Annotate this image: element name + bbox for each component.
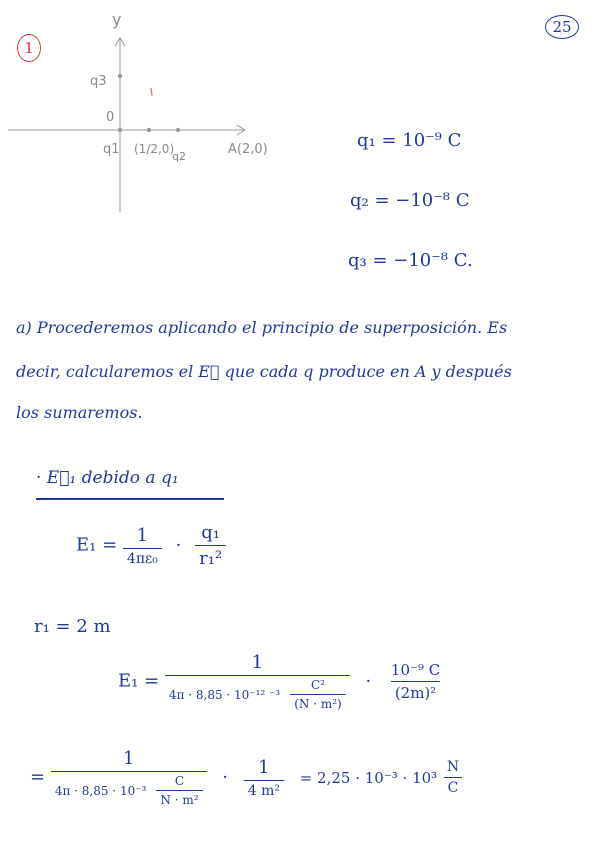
point-a-label: A(2,0) — [228, 142, 268, 157]
intro-line-3: los sumaremos. — [16, 403, 143, 422]
formula-2-den-unit — [290, 678, 346, 711]
formula-2-frac-a — [165, 652, 350, 711]
formula-1 — [76, 522, 226, 569]
formula-3-result: = 2,25 · 10⁻³ · 10³ — [299, 768, 438, 787]
formula-2-num2: 10⁻⁹ C — [390, 661, 441, 679]
formula-3-num: 1 — [122, 748, 135, 769]
charge-q3: q₃ = −10⁻⁸ C. — [348, 250, 473, 271]
formula-2-lhs: E₁ = — [118, 670, 160, 692]
formula-3 — [30, 748, 463, 807]
origin-point — [118, 128, 122, 132]
charge-q2: q₂ = −10⁻⁸ C — [350, 190, 470, 211]
formula-2-frac-b — [387, 661, 444, 702]
q2-label: q2 — [172, 150, 186, 163]
mid-point — [147, 128, 151, 132]
formula-3-unit — [443, 759, 463, 796]
formula-3-frac-a — [51, 748, 207, 807]
formula-3-lhs: = — [30, 766, 46, 788]
q1-label: q1 — [103, 142, 120, 157]
problem-number: 1 — [17, 34, 41, 62]
formula-2-den-group — [165, 675, 350, 711]
formula-3-num2: 1 — [258, 756, 270, 778]
formula-2-dot: · — [365, 670, 372, 692]
tick-mark — [151, 88, 152, 96]
formula-1-frac-a — [123, 525, 162, 567]
formula-2-den-unit-den: (N · m²) — [290, 694, 346, 711]
formula-2-den2: (2m)² — [391, 681, 440, 702]
q3-label: q3 — [90, 74, 107, 89]
q2-point — [176, 128, 180, 132]
formula-1-frac-b — [195, 522, 226, 569]
formula-3-unit-den: C — [444, 777, 463, 796]
formula-1-num: 1 — [136, 524, 149, 546]
mid-label: (1/2,0) — [134, 142, 175, 156]
intro-line-1-text: a) Procederemos aplicando el principio de superposición. Es — [16, 318, 508, 337]
formula-3-frac-b — [244, 757, 284, 799]
charge-q1: q₁ = 10⁻⁹ C — [357, 130, 462, 151]
formula-3-den-unit-num: C — [174, 774, 185, 788]
formula-1-dot: · — [175, 534, 182, 556]
formula-3-den-unit — [156, 774, 202, 807]
origin-label: 0 — [106, 110, 115, 125]
axes-sketch — [0, 0, 300, 220]
section-heading: · E⃗₁ debido a q₁ — [36, 468, 179, 488]
intro-line-2: decir, calcularemos el E⃗ que cada q produce en A y después — [16, 362, 512, 381]
y-axis-label: y — [112, 10, 122, 29]
formula-3-den: 4π · 8,85 · 10⁻³ — [54, 783, 147, 798]
formula-3-dot: · — [222, 766, 228, 788]
page-number: 25 — [545, 15, 579, 39]
formula-3-unit-num: N — [446, 759, 460, 775]
formula-3-den-group — [51, 771, 207, 807]
formula-2-den: 4π · 8,85 · 10⁻¹² ⁻³ — [168, 687, 281, 702]
formula-2 — [118, 652, 444, 711]
formula-1-num2: q₁ — [201, 522, 220, 543]
formula-3-den-unit-den: N · m² — [156, 790, 202, 807]
formula-2-den-unit-num: C² — [310, 678, 325, 692]
formula-3-den2: 4 m² — [244, 780, 284, 799]
formula-1-den2: r₁² — [195, 545, 226, 569]
q3-point — [118, 74, 122, 78]
formula-1-lhs: E₁ = — [76, 534, 118, 556]
formula-1-den: 4πε₀ — [123, 548, 162, 567]
formula-2-num: 1 — [251, 652, 264, 673]
intro-line-1 — [16, 318, 507, 337]
r1-value: r₁ = 2 m — [34, 616, 111, 637]
section-underline — [36, 498, 224, 500]
